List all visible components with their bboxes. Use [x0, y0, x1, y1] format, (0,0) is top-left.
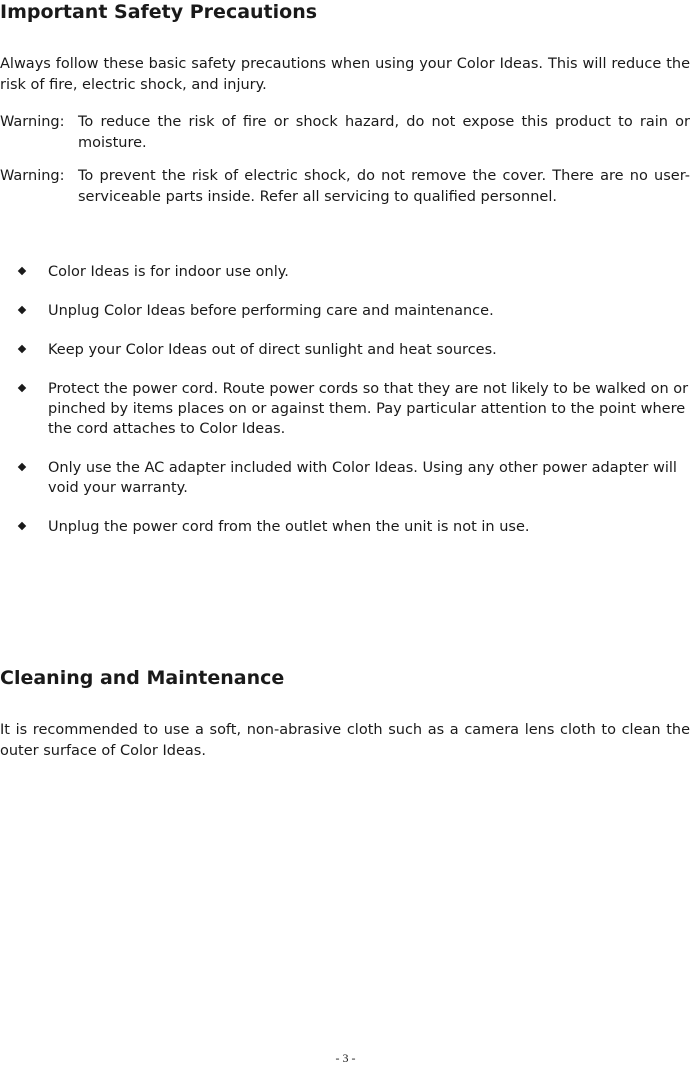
diamond-bullet-icon	[18, 522, 26, 530]
diamond-bullet-icon	[18, 463, 26, 471]
list-item-text: Color Ideas is for indoor use only.	[48, 264, 289, 280]
diamond-bullet-icon	[18, 345, 26, 353]
list-item-text: Only use the AC adapter included with Color Ideas. Using any other power adapter will void your warranty.	[48, 460, 677, 496]
warning-label: Warning:	[0, 168, 65, 184]
list-item	[0, 458, 691, 498]
list-item	[0, 517, 691, 537]
warning-text: To prevent the risk of electric shock, do not remove the cover. There are no user-serviceable parts inside. Refer all servicing to qualified personnel.	[78, 168, 690, 205]
list-item	[0, 262, 691, 282]
list-item-text: Unplug Color Ideas before performing care and maintenance.	[48, 303, 494, 319]
cleaning-maintenance-heading: Cleaning and Maintenance	[0, 667, 285, 689]
list-item	[0, 379, 691, 439]
list-item-text: Keep your Color Ideas out of direct sunlight and heat sources.	[48, 342, 497, 358]
list-item-text: Unplug the power cord from the outlet when the unit is not in use.	[48, 519, 530, 535]
diamond-bullet-icon	[18, 306, 26, 314]
cleaning-paragraph: It is recommended to use a soft, non-abrasive cloth such as a camera lens cloth to clean the outer surface of Color Ideas.	[0, 722, 690, 759]
warning-electric-shock	[0, 166, 690, 208]
list-item	[0, 340, 691, 360]
safety-precautions-heading: Important Safety Precautions	[0, 1, 318, 23]
safety-intro-paragraph: Always follow these basic safety precautions when using your Color Ideas. This will reduce the risk of fire, electric shock, and injury.	[0, 56, 690, 93]
list-item-text: Protect the power cord. Route power cords so that they are not likely to be walked on or pinched by items places on or against them. Pay particular attention to the point where the cord attaches to Color Ideas.	[48, 381, 689, 437]
warning-fire-shock	[0, 112, 690, 154]
safety-bullet-list	[0, 262, 691, 556]
warning-text: To reduce the risk of fire or shock hazard, do not expose this product to rain or moisture.	[78, 114, 690, 151]
list-item	[0, 301, 691, 321]
page-number: - 3 -	[335, 1051, 356, 1065]
diamond-bullet-icon	[18, 384, 26, 392]
diamond-bullet-icon	[18, 267, 26, 275]
warning-label: Warning:	[0, 114, 65, 130]
